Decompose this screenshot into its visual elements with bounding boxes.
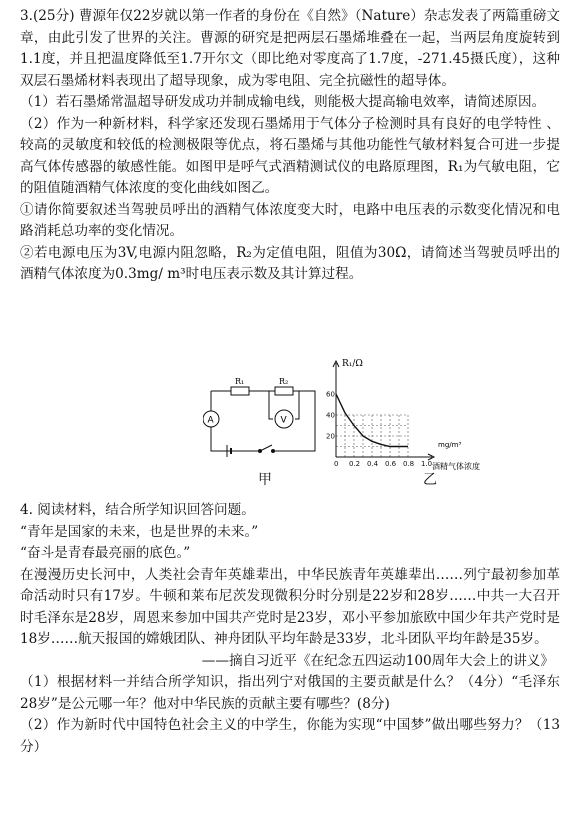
- figure-jia-label: 甲: [258, 472, 272, 488]
- figure-yi-label: 乙: [423, 472, 437, 488]
- q3-intro: 3.(25分) 曹源年仅22岁就以第一作者的身份在《自然》（Nature）杂志发表了两篇重磅文章，由此引发了世界的关注。曹源的研究是把两层石墨烯堆叠在一起，当两层角度旋转到1.1度，并且把温度降低至1.7开尔文（即比绝对零度高了1.7度，-271.45摄氏度），这种双层石墨烯材料表现出了超导现象，成为零电阻、完全抗磁性的超导体。: [20, 8, 560, 89]
- x-axis-label: 酒精气体浓度: [432, 462, 480, 471]
- resistance-chart: [320, 357, 560, 487]
- ammeter-label: A: [207, 415, 214, 426]
- q3-sub1: （1）若石墨烯常温超导研发成功并制成输电线，则能极大提高输电效率，请简述原因。: [20, 94, 546, 110]
- figures: [0, 357, 578, 487]
- voltmeter-label: V: [280, 415, 287, 426]
- y-tick-label: 20: [326, 432, 335, 441]
- r2-label: R₂: [279, 377, 289, 386]
- y-axis-label: R₁/Ω: [342, 359, 363, 369]
- q3-sub2a: ①请你简要叙述当驾驶员呼出的酒精气体浓度变大时，电路中电压表的示数变化情况和电路消耗总功率的变化情况。: [20, 201, 560, 239]
- r1-label: R₁: [235, 377, 245, 386]
- q4-source: ——摘自习近平《在纪念五四运动100周年大会上的讲义》: [201, 652, 554, 669]
- x-tick-label: 0.2: [349, 460, 361, 468]
- y-tick-label: 60: [326, 390, 335, 399]
- q4-quote1: “青年是国家的未来，也是世界的未来。”: [20, 523, 259, 540]
- q4-intro: 4. 阅读材料，结合所学知识回答问题。: [20, 502, 255, 518]
- x-tick-label: 1.0: [421, 460, 433, 468]
- q4-paragraph: 在漫漫历史长河中，人类社会青年英雄辈出，中华民族青年英雄辈出……列宁最初参加革命活动时只有17岁。牛顿和莱布尼茨发现微积分时分别是22岁和28岁……中共一大召开时毛泽东是28岁，周恩来参加中国共产党时是23岁，邓小平参加旅欧中国少年共产党时是18岁……航天报国的嫦娥团队、神舟团队平均年龄是33岁，北斗团队平均年龄是35岁。: [20, 566, 560, 647]
- y-tick-label: 40: [326, 411, 335, 420]
- chart-grid: [336, 415, 408, 457]
- x-tick-label: 0.6: [385, 460, 397, 468]
- q4-sub2: （2）作为新时代中国特色社会主义的中学生，你能为实现“中国梦”做出哪些努力？（13分）: [20, 717, 560, 755]
- x-tick-label: 0.4: [367, 460, 379, 468]
- x-tick-label: 0.8: [403, 460, 415, 468]
- q4-sub1: （1）根据材料一并结合所学知识，指出列宁对俄国的主要贡献是什么？（4分）“毛泽东 28岁”是公元哪一年？他对中华民族的贡献主要有哪些？(8分): [20, 674, 560, 712]
- x-tick-label: 0: [334, 460, 339, 468]
- q3-sub2b: ②若电源电压为3V,电源内阻忽略，R₂为定值电阻，阻值为30Ω，请简述当驾驶员呼出的酒精气体浓度为0.3mg/ m³时电压表示数及其计算过程。: [20, 244, 560, 282]
- question-4: [20, 500, 560, 758]
- circuit-diagram: [203, 377, 323, 465]
- x-unit-label: mg/m³: [438, 441, 462, 449]
- q3-sub2: （2）作为一种新材料，科学家还发现石墨烯用于气体分子检测时具有良好的电学特性 、较高的灵敏度和较低的检测极限等优点，将石墨烯与其他功能性气敏材料复合可进一步提高气体传感器的敏感性能。如图甲是呼气式酒精测试仪的电路原理图，R₁为气敏电阻，它的阻值随酒精气体浓度的变化曲线如图乙。: [20, 115, 560, 196]
- question-3: [20, 6, 560, 286]
- q4-quote2: “奋斗是青春最亮丽的底色。”: [20, 545, 191, 561]
